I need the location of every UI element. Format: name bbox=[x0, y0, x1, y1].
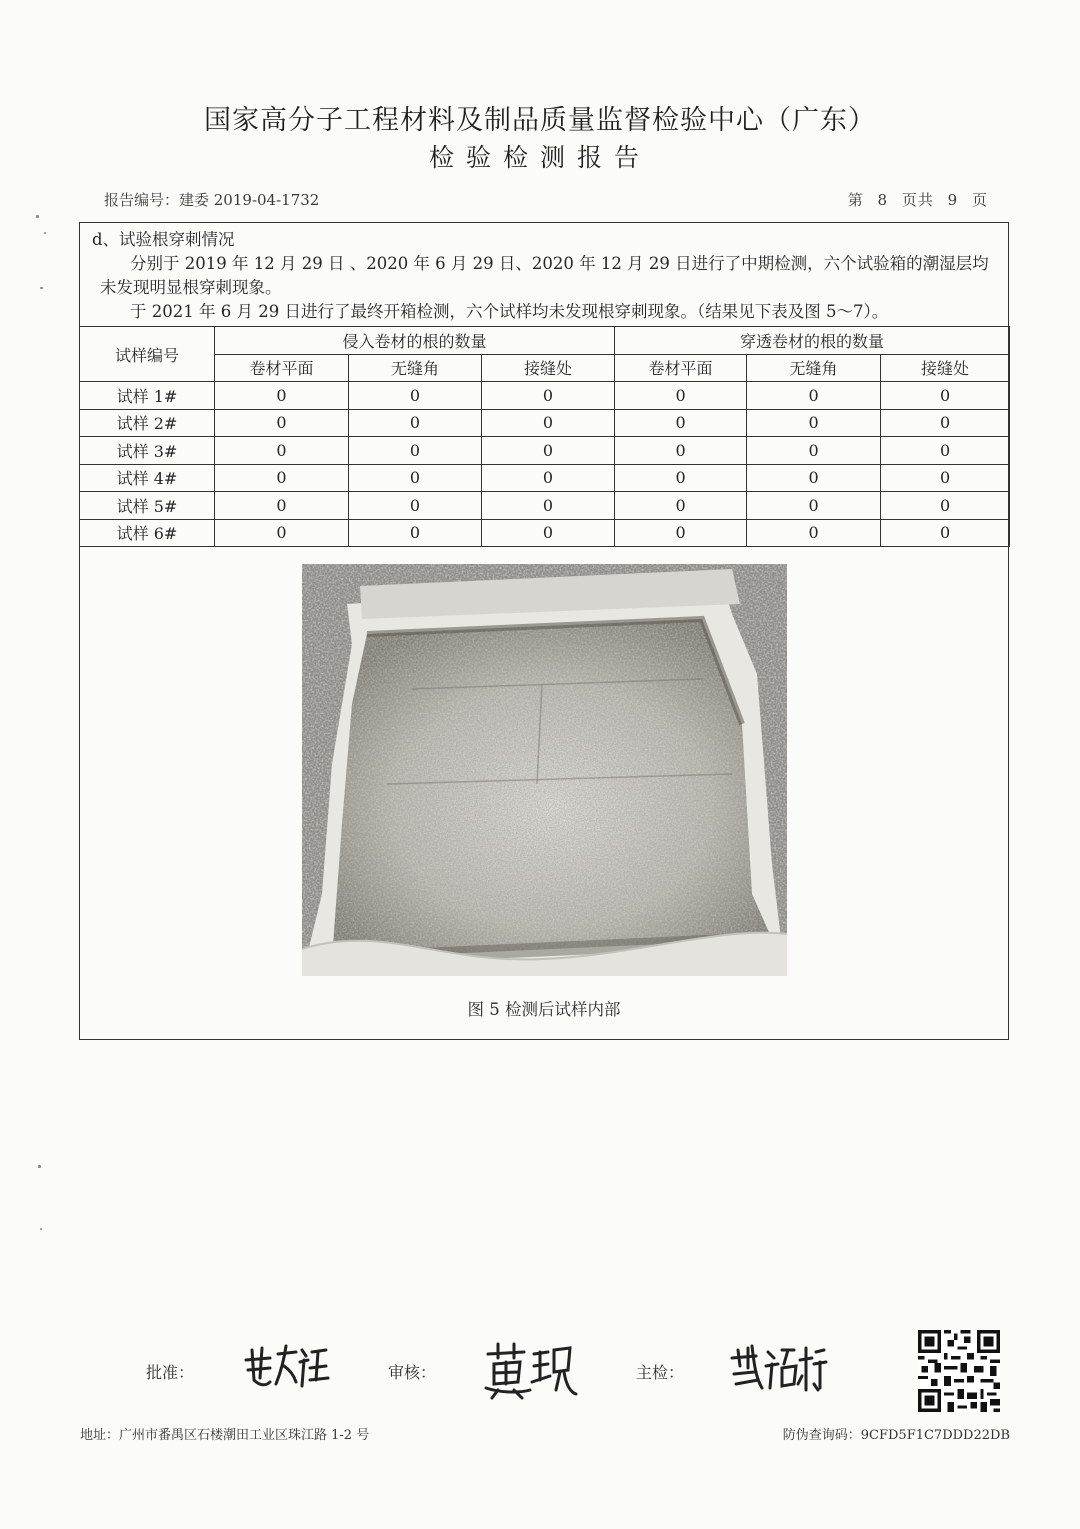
scan-speck bbox=[40, 287, 43, 289]
qr-code bbox=[918, 1330, 1000, 1412]
sample-name: 试样 2# bbox=[80, 409, 215, 437]
approver-signature bbox=[240, 1340, 330, 1400]
table-cell: 0 bbox=[215, 382, 349, 410]
table-cell: 0 bbox=[747, 409, 881, 437]
sample-name: 试样 1# bbox=[80, 382, 215, 410]
table-cell: 0 bbox=[747, 437, 881, 465]
sample-name: 试样 6# bbox=[80, 519, 215, 547]
table-cell: 0 bbox=[615, 437, 747, 465]
page-suffix: 页 bbox=[971, 191, 988, 209]
scan-speck bbox=[38, 1165, 41, 1168]
sample-name: 试样 3# bbox=[80, 437, 215, 465]
table-cell: 0 bbox=[215, 492, 349, 520]
table-cell: 0 bbox=[747, 464, 881, 492]
page-indicator bbox=[844, 189, 992, 210]
table-cell: 0 bbox=[349, 437, 482, 465]
section-title: d、试验根穿刺情况 bbox=[92, 230, 235, 249]
footer-address: 地址：广州市番禺区石楼潮田工业区珠江路 1-2 号 bbox=[80, 1428, 370, 1443]
table-cell: 0 bbox=[215, 437, 349, 465]
table-row bbox=[80, 464, 1010, 492]
header-sample-no: 试样编号 bbox=[80, 327, 215, 382]
table-cell: 0 bbox=[747, 492, 881, 520]
table-cell: 0 bbox=[215, 464, 349, 492]
page-middle: 页共 bbox=[901, 191, 934, 209]
photo-illustration bbox=[302, 564, 787, 976]
table-cell: 0 bbox=[482, 464, 615, 492]
root-penetration-table bbox=[79, 326, 1010, 547]
subheader-cell: 接缝处 bbox=[881, 354, 1010, 382]
subheader-cell: 无缝角 bbox=[349, 354, 482, 382]
inspect-label: 主检： bbox=[636, 1363, 685, 1382]
table-cell: 0 bbox=[215, 519, 349, 547]
page-prefix: 第 bbox=[847, 191, 864, 209]
table-cell: 0 bbox=[747, 519, 881, 547]
table-cell: 0 bbox=[881, 437, 1010, 465]
table-cell: 0 bbox=[482, 519, 615, 547]
sample-interior-photo bbox=[302, 564, 787, 976]
inspector-signature bbox=[728, 1340, 828, 1400]
scan-speck bbox=[40, 1228, 42, 1230]
header-penetrate-group: 穿透卷材的根的数量 bbox=[615, 327, 1010, 355]
table-cell: 0 bbox=[349, 492, 482, 520]
table-row bbox=[80, 437, 1010, 465]
table-row bbox=[80, 519, 1010, 547]
table-cell: 0 bbox=[349, 382, 482, 410]
review-label: 审核： bbox=[388, 1363, 437, 1382]
approve-label: 批准： bbox=[146, 1363, 195, 1382]
subheader-cell: 卷材平面 bbox=[615, 354, 747, 382]
reviewer-signature bbox=[484, 1340, 579, 1402]
table-cell: 0 bbox=[482, 492, 615, 520]
table-cell: 0 bbox=[349, 464, 482, 492]
table-cell: 0 bbox=[881, 492, 1010, 520]
scan-speck bbox=[36, 215, 39, 218]
table-row bbox=[80, 409, 1010, 437]
page-current: 8 bbox=[877, 191, 889, 209]
sample-name: 试样 5# bbox=[80, 492, 215, 520]
org-title: 国家高分子工程材料及制品质量监督检验中心（广东） bbox=[204, 105, 876, 136]
table-cell: 0 bbox=[881, 519, 1010, 547]
table-cell: 0 bbox=[615, 464, 747, 492]
table-cell: 0 bbox=[881, 382, 1010, 410]
table-cell: 0 bbox=[482, 437, 615, 465]
section-paragraph-2: 于 2021 年 6 月 29 日进行了最终开箱检测，六个试样均未发现根穿刺现象。（结果见下表及图 5～7）。 bbox=[130, 302, 889, 321]
table-row bbox=[80, 492, 1010, 520]
table-cell: 0 bbox=[482, 409, 615, 437]
header-invade-group: 侵入卷材的根的数量 bbox=[215, 327, 615, 355]
anti-fake-code: 防伪查询码：9CFD5F1C7DDD22DB bbox=[782, 1428, 1010, 1443]
table-cell: 0 bbox=[349, 409, 482, 437]
subheader-cell: 无缝角 bbox=[747, 354, 881, 382]
table-cell: 0 bbox=[349, 519, 482, 547]
table-cell: 0 bbox=[482, 382, 615, 410]
table-cell: 0 bbox=[615, 382, 747, 410]
table-cell: 0 bbox=[215, 409, 349, 437]
table-cell: 0 bbox=[881, 409, 1010, 437]
figure-caption: 图 5 检测后试样内部 bbox=[467, 1000, 621, 1019]
table-cell: 0 bbox=[747, 382, 881, 410]
table-cell: 0 bbox=[615, 519, 747, 547]
table-cell: 0 bbox=[615, 409, 747, 437]
subheader-cell: 卷材平面 bbox=[215, 354, 349, 382]
sample-name: 试样 4# bbox=[80, 464, 215, 492]
page-total: 9 bbox=[947, 191, 959, 209]
subheader-cell: 接缝处 bbox=[482, 354, 615, 382]
section-paragraph-1: 分别于 2019 年 12 月 29 日 、2020 年 6 月 29 日、2020 年 12 月 29 日进行了中期检测，六个试验箱的潮湿层均未发现明显根穿刺现象。 bbox=[100, 254, 989, 297]
table-cell: 0 bbox=[881, 464, 1010, 492]
report-number: 报告编号：建委 2019-04-1732 bbox=[104, 191, 320, 209]
table-row bbox=[80, 382, 1010, 410]
table-cell: 0 bbox=[615, 492, 747, 520]
doc-title: 检验检测报告 bbox=[428, 143, 651, 172]
scan-speck bbox=[44, 232, 46, 234]
